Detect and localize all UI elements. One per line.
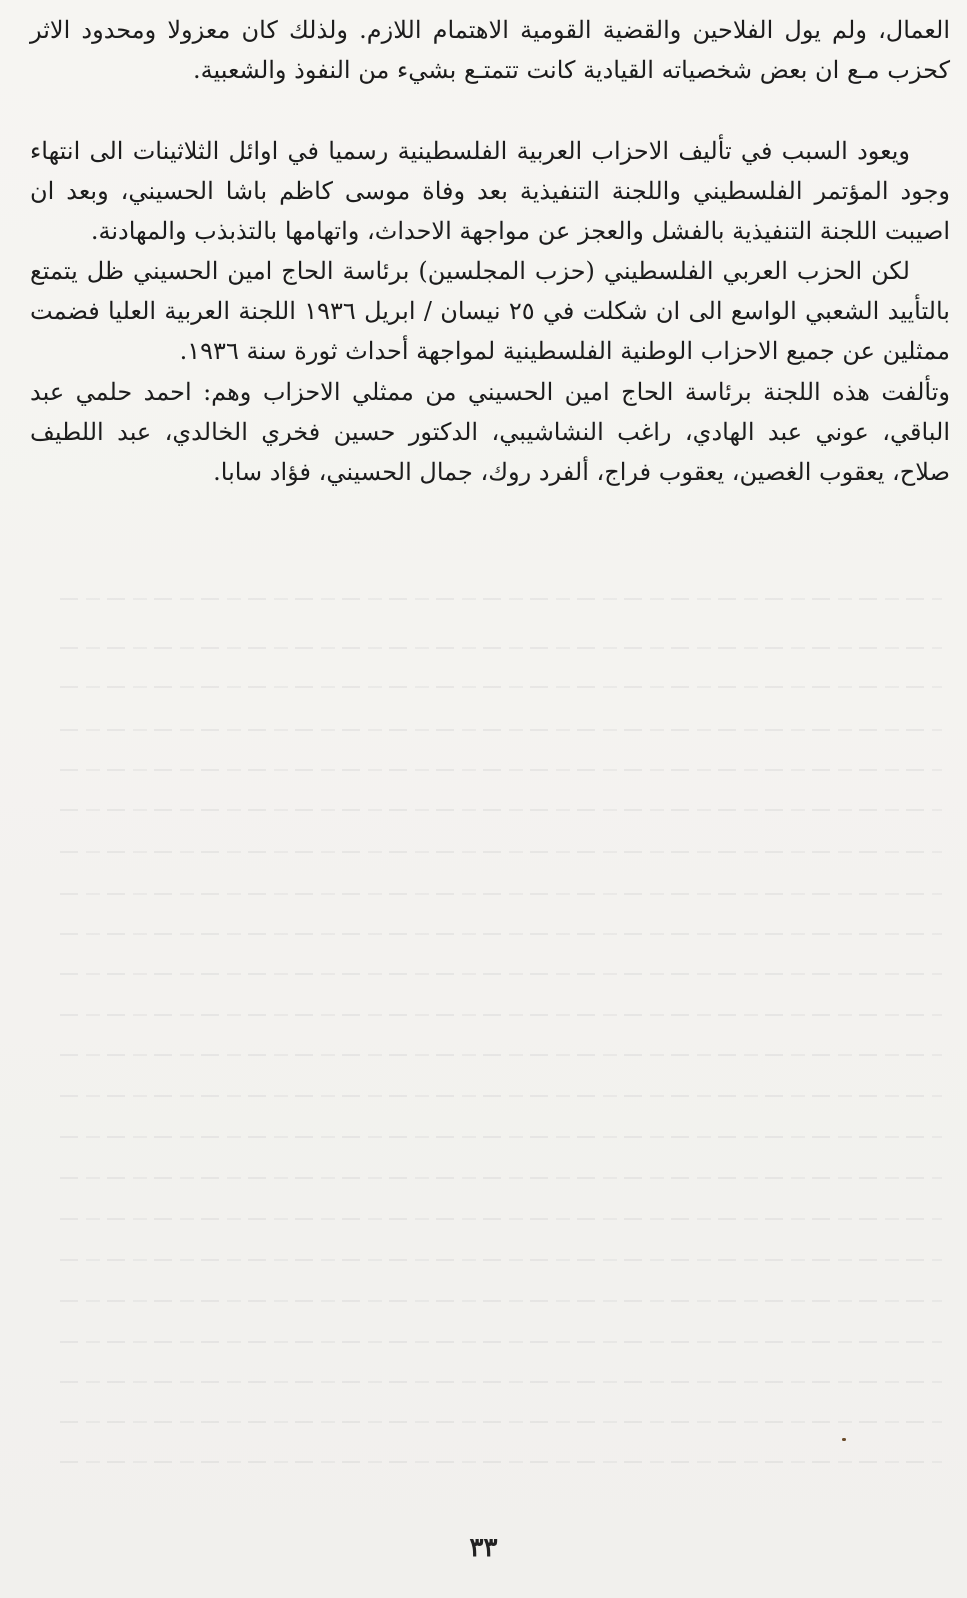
bleed-through-line	[60, 1218, 942, 1220]
paragraph-4	[30, 372, 950, 492]
bleed-through-line	[60, 1341, 942, 1343]
bleed-through-line	[60, 933, 942, 935]
bleed-through-line	[60, 1014, 942, 1016]
paragraph-text: وتألفت هذه اللجنة برئاسة الحاج امين الحسيني من ممثلي الاحزاب وهم: احمد حلمي عبد الباقي، عوني عبد الهادي، راغب النشاشيبي، الدكتور حسين فخري الخالدي، عبد اللطيف صلاح، يعقوب الغصين، يعقوب فراج، ألفرد روك، جمال الحسيني، فؤاد سابا.	[30, 378, 950, 486]
page-number: ٣٣	[469, 1533, 498, 1563]
bleed-through-line	[60, 1136, 942, 1138]
bleed-through-line	[60, 1095, 942, 1097]
paragraph-1	[30, 10, 950, 90]
bleed-through-line	[60, 598, 942, 600]
bleed-through-line	[60, 1300, 942, 1302]
bleed-through-line	[60, 1421, 942, 1423]
bleed-through-line	[60, 973, 942, 975]
paragraph-2	[30, 131, 950, 251]
paragraph-text: العمال، ولم يول الفلاحين والقضية القومية الاهتمام اللازم. ولذلك كان معزولا ومحدود الاثر كحزب مـع ان بعض شخصياته القيادية كانت تتمتـع بشيء من النفوذ والشعبية.	[30, 16, 950, 84]
paragraph-text: ويعود السبب في تأليف الاحزاب العربية الفلسطينية رسميا في اوائل الثلاثينات الى انتهاء وجود المؤتمر الفلسطيني واللجنة التنفيذية بعد وفاة موسى كاظم باشا الحسيني، وبعد ان اصيبت اللجنة التنفيذية بالفشل والعجز عن مواجهة الاحداث، واتهامها بالتذبذب والمهادنة.	[30, 137, 950, 245]
bleed-through-line	[60, 809, 942, 811]
bleed-through-line	[60, 893, 942, 895]
bleed-through-line	[60, 1381, 942, 1383]
bleed-through-line	[60, 729, 942, 731]
bleed-through-line	[60, 1177, 942, 1179]
bleed-through-line	[60, 1461, 942, 1463]
paragraph-text: لكن الحزب العربي الفلسطيني (حزب المجلسين) برئاسة الحاج امين الحسيني ظل يتمتع بالتأييد الشعبي الواسع الى ان شكلت في ٢٥ نيسان / ابريل ١٩٣٦ اللجنة العربية العليا فضمت ممثلين عن جميع الاحزاب الوطنية الفلسطينية لمواجهة أحداث ثورة سنة ١٩٣٦.	[30, 257, 950, 365]
bleed-through-line	[60, 769, 942, 771]
bleed-through-line	[60, 1054, 942, 1056]
bleed-through-line	[60, 647, 942, 649]
ink-speck	[842, 1438, 846, 1441]
bleed-through-line	[60, 1259, 942, 1261]
bleed-through-line	[60, 686, 942, 688]
paragraph-3	[30, 251, 950, 371]
bleed-through-line	[60, 851, 942, 853]
